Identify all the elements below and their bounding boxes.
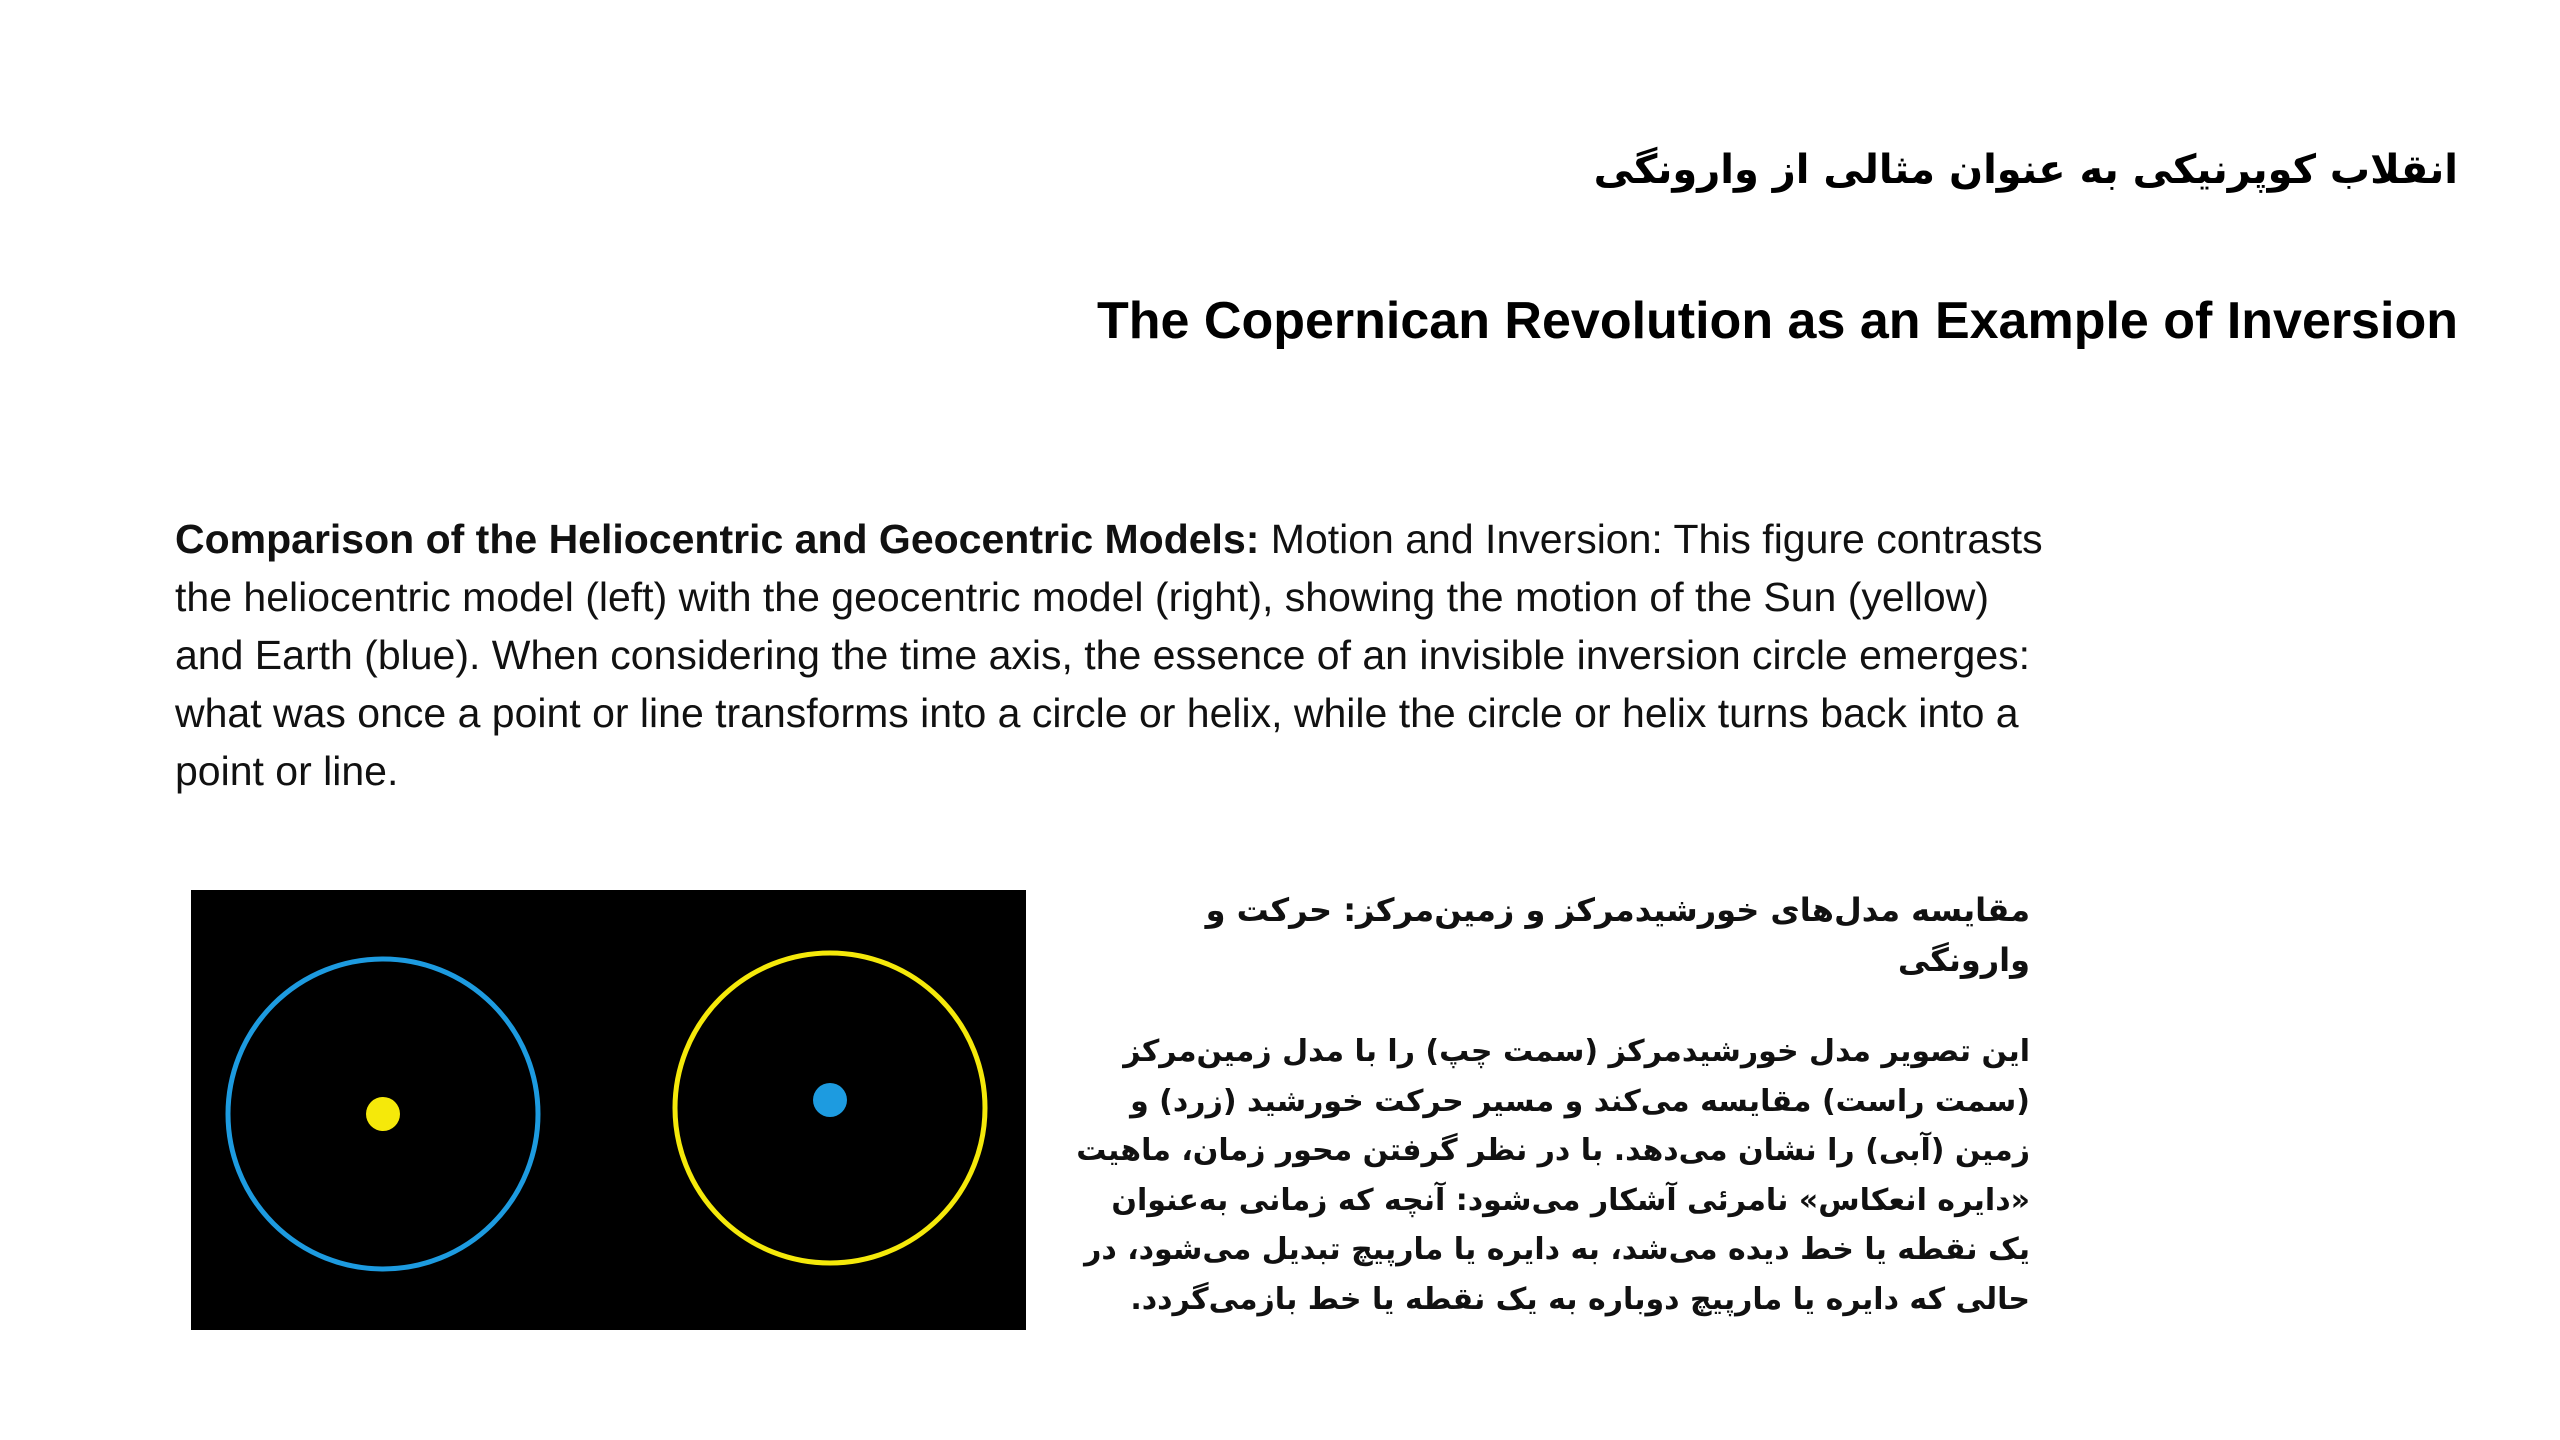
orbit-diagram: [191, 890, 1026, 1330]
title-persian: انقلاب کوپرنیکی به عنوان مثالی از وارونگی: [1593, 147, 2458, 193]
persian-description: [1075, 885, 2030, 1324]
description-body: Motion and Inversion: This figure contrasts the heliocentric model (left) with the geocentric model (right), showing the motion of the Sun (yellow) and Earth (blue). When considering the time axis, the essence of an invisible inversion circle emerges: what was once a point or line transforms into a circle or helix, while the circle or helix turns back into a point or line.: [175, 516, 2043, 794]
persian-body: این تصویر مدل خورشیدمرکز (سمت چپ) را با مدل زمین‌مرکز (سمت راست) مقایسه می‌کند و مسیر حرکت خورشید (زرد) و زمین (آبی) را نشان می‌دهد. با در نظر گرفتن محور زمان، ماهیت «دایره انعکاس» نامرئی آشکار می‌شود: آنچه که زمانی به‌عنوان یک نقطه یا خط دیده می‌شد، به دایره یا مارپیچ تبدیل می‌شود، در حالی که دایره یا مارپیچ دوباره به یک نقطه یا خط بازمی‌گردد.: [1076, 1034, 2030, 1317]
heliocentric-sun: [366, 1097, 400, 1131]
description-paragraph: [175, 510, 2045, 800]
persian-heading: مقایسه مدل‌های خورشیدمرکز و زمین‌مرکز: حرکت و وارونگی: [1205, 891, 2030, 979]
description-lead: Comparison of the Heliocentric and Geocentric Models:: [175, 516, 1260, 562]
orbit-comparison-figure: [191, 890, 1026, 1330]
title-english: The Copernican Revolution as an Example of Inversion: [1097, 292, 2458, 350]
geocentric-earth: [813, 1083, 847, 1117]
figure-background: [191, 890, 1026, 1330]
